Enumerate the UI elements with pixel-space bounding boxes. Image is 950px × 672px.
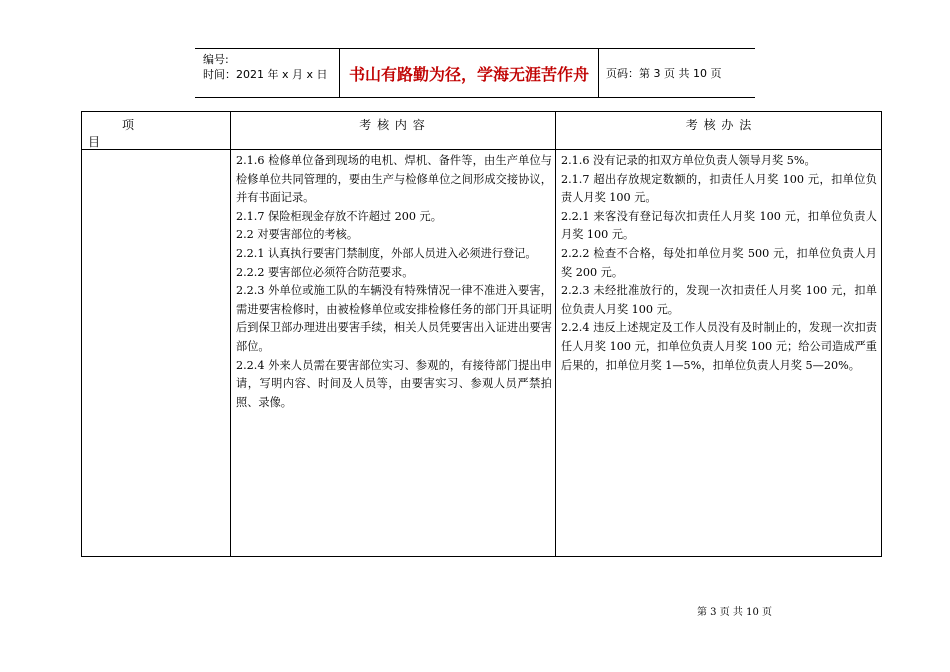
content-item: 2.1.7 保险柜现金存放不许超过 200 元。 [236,209,442,223]
content-item: 2.2.1 认真执行要害门禁制度，外部人员进入必须进行登记。 [236,246,537,260]
content-cell [236,152,552,412]
content-item: 2.2.3 外单位或施工队的车辆没有特殊情况一律不准进入要害，需进要害检修时，由被检修单位或安排检修任务的部门开具证明后到保卫部办理进出要害手续，相关人员凭要害出入证进出要害部位。 [236,284,552,353]
header-row-divider [82,149,881,150]
method-item: 2.2.2 检查不合格，每处扣单位月奖 500 元，扣单位负责人月奖 200 元。 [561,246,877,279]
header-meta [195,49,339,97]
page-footer: 第 3 页 共 10 页 [697,607,772,618]
column-divider [230,112,231,556]
method-item: 2.2.3 未经批准放行的，发现一次扣责任人月奖 100 元，扣单位负责人月奖 100 元。 [561,284,877,316]
column-header-method: 考 核 办 法 [685,118,753,132]
header-page-label: 页码：第 3 页 共 10 页 [606,67,722,80]
content-item: 2.2.4 外来人员需在要害部位实习、参观的，有接待部门提出申请，写明内容、时间及人员等，由要害实习、参观人员严禁拍照、录像。 [236,358,552,409]
column-header-project: 项 [122,118,137,132]
number-label: 编号: [203,53,229,66]
method-cell [561,152,877,375]
column-header-content: 考 核 内 容 [359,118,426,132]
content-item: 2.2.2 要害部位必须符合防范要求。 [236,265,414,279]
method-item: 2.2.4 违反上述规定及工作人员没有及时制止的，发现一次扣责任人月奖 100 元，扣单位负责人月奖 100 元；给公司造成严重后果的，扣单位月奖 1—5%，扣单位负责人月奖 5—20%。 [561,321,877,372]
document-header [195,48,755,98]
column-header-project-cont: 目 [88,135,101,149]
assessment-table [81,111,882,557]
method-item: 2.1.6 没有记录的扣双方单位负责人领导月奖 5%。 [561,154,816,167]
content-item: 2.2 对要害部位的考核。 [236,228,359,242]
method-item: 2.2.1 来客没有登记每次扣责任人月奖 100 元，扣单位负责人月奖 100 元。 [561,209,877,242]
time-label: 时间：2021 年 x 月 x 日 [203,68,328,81]
method-item: 2.1.7 超出存放规定数额的，扣责任人月奖 100 元，扣单位负责人月奖 100 元。 [561,172,877,205]
header-motto: 书山有路勤为径，学海无涯苦作舟 [339,49,599,97]
column-divider [555,112,556,556]
content-item: 2.1.6 检修单位备到现场的电机、焊机、备件等，由生产单位与检修单位共同管理的，要由生产与检修单位之间形成交接协议，并有书面记录。 [236,154,552,205]
